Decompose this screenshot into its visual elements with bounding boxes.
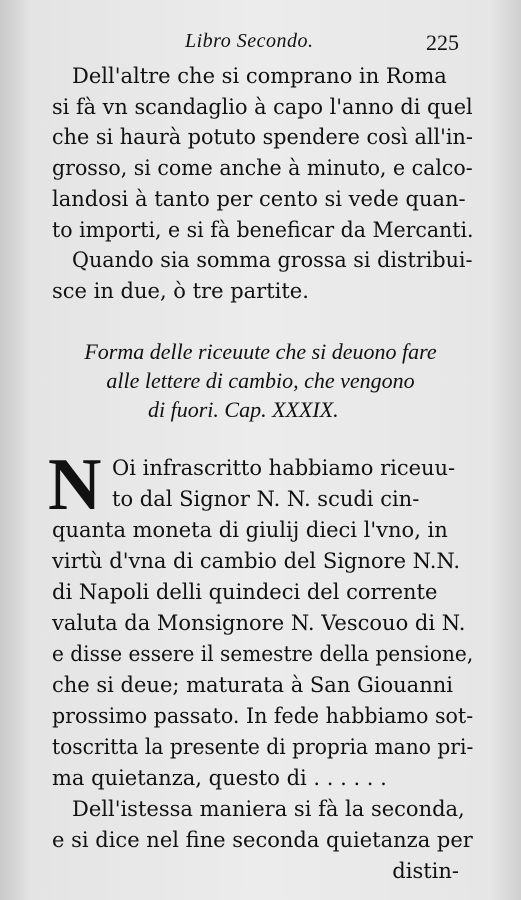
page-number: 225 (426, 30, 459, 55)
paragraph-1-line-3: che si haurà potuto spendere così all'in- (52, 125, 473, 149)
paragraph-3-line-5: di Napoli delli quindeci del corrente (52, 580, 438, 604)
chapter-heading-line-3: di fuori. Cap. XXXIX. (148, 397, 339, 422)
paragraph-3-line-6: valuta da Monsignore N. Vescouo di N. (52, 611, 466, 635)
paragraph-3-line-7: e disse essere il semestre della pensione, (52, 642, 474, 666)
paragraph-1-line-5: landosi à tanto per cento si vede quan- (52, 187, 466, 211)
chapter-heading-line-1: Forma delle riceuute che si deuono fare (84, 339, 437, 364)
paragraph-1-line-1: Dell'altre che si comprano in Roma (72, 64, 447, 88)
paragraph-3-line-11: ma quietanza, questo di . . . . . . (52, 766, 387, 790)
chapter-heading-line-2: alle lettere di cambio, che vengono (106, 368, 415, 393)
paragraph-1-line-6: to importi, e si fà beneficar da Mercanti. (52, 218, 474, 242)
paragraph-3-line-2: to dal Signor N. N. scudi cin- (112, 487, 420, 511)
drop-cap: N (48, 444, 100, 526)
paragraph-1-line-4: grosso, si come anche à minuto, e calco- (52, 156, 473, 180)
paragraph-3-line-1: Oi infrascritto habbiamo riceuu- (112, 456, 456, 480)
paragraph-4-line-2: e si dice nel fine seconda quietanza per (52, 828, 473, 852)
paragraph-3-line-4: virtù d'vna di cambio del Signore N.N. (52, 549, 461, 573)
running-head: Libro Secondo. (185, 30, 314, 52)
paragraph-4-line-1: Dell'istessa maniera si fà la seconda, (72, 797, 465, 821)
paragraph-3-line-3: quanta moneta di giulij dieci l'vno, in (52, 518, 448, 542)
paragraph-3-line-10: toscritta la presente di propria mano pri- (52, 735, 474, 759)
paragraph-3-line-9: prossimo passato. In fede habbiamo sot- (52, 704, 474, 728)
paragraph-1-line-2: si fà vn scandaglio à capo l'anno di quel (52, 95, 473, 119)
catchword: distin- (392, 859, 459, 883)
paragraph-2-line-1: Quando sia somma grossa si distribui- (72, 248, 473, 272)
paragraph-2-line-2: sce in due, ò tre partite. (52, 279, 309, 303)
paragraph-3-line-8: che si deue; maturata à San Giouanni (52, 673, 453, 697)
